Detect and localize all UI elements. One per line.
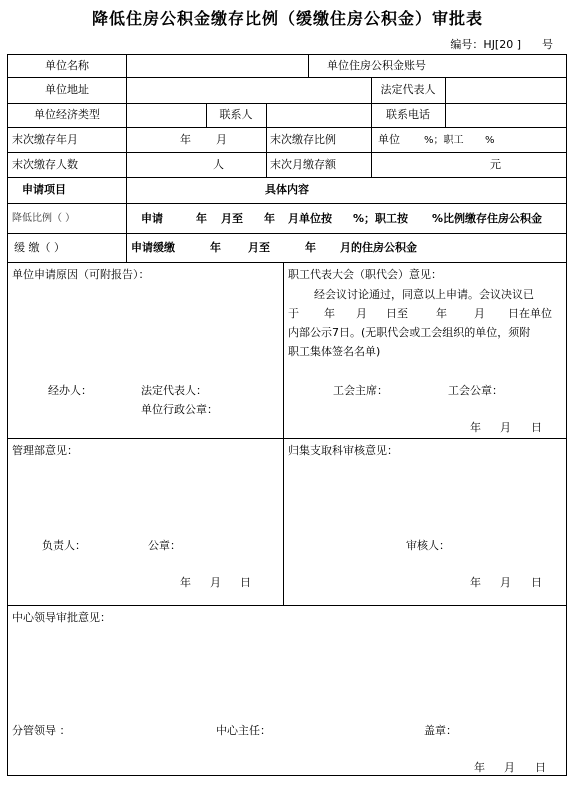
worker-congress-line2-e: 年 — [436, 307, 447, 320]
label-unit-account: 单位住房公积金账号 — [327, 59, 426, 72]
approval-form — [7, 54, 567, 776]
worker-congress-heading: 职工代表大会（职代会）意见： — [288, 268, 442, 281]
center-seal: 盖章： — [424, 724, 457, 737]
collection-date-year: 年 — [470, 576, 481, 589]
management-seal: 公章： — [148, 539, 181, 552]
defer-text-year2: 年 — [305, 241, 316, 254]
label-last-ratio: 末次缴存比例 — [270, 133, 336, 146]
reduce-text-year1: 年 — [196, 212, 207, 225]
defer-text-month1: 月至 — [248, 241, 270, 254]
worker-congress-line2-f: 月 — [474, 307, 485, 320]
label-last-count: 末次缴存人数 — [12, 158, 78, 171]
document-number-label: 编号：HJ[20 ] — [450, 38, 522, 51]
center-date-day: 日 — [535, 761, 546, 774]
worker-congress-chairman: 工会主席： — [333, 384, 388, 397]
worker-congress-line1: 经会议讨论通过，同意以上申请。会议决议已 — [314, 288, 534, 301]
management-heading: 管理部意见： — [12, 444, 78, 457]
management-date-year: 年 — [180, 576, 191, 589]
reduce-text-ratio: %比例缴存住房公积金 — [432, 212, 543, 225]
label-ratio-pct: % — [485, 135, 495, 146]
collection-date-month: 月 — [500, 576, 511, 589]
worker-congress-line2-c: 月 — [356, 307, 367, 320]
label-unit-address: 单位地址 — [45, 83, 89, 96]
worker-congress-date-month: 月 — [500, 421, 511, 434]
management-date-month: 月 — [210, 576, 221, 589]
collection-heading: 归集支取科审核意见： — [288, 444, 398, 457]
label-defer: 缓 缴（ ） — [14, 241, 65, 254]
management-responsible: 负责人： — [42, 539, 86, 552]
worker-congress-seal: 工会公章： — [448, 384, 503, 397]
unit-reason-heading: 单位申请原因（可附报告）： — [12, 268, 150, 281]
worker-congress-line2-b: 年 — [324, 307, 335, 320]
center-leader: 分管领导 ： — [12, 724, 71, 737]
collection-reviewer: 审核人： — [406, 539, 450, 552]
management-date-day: 日 — [240, 576, 251, 589]
document-number-suffix: 号 — [542, 38, 553, 51]
label-yuan: 元 — [490, 158, 501, 171]
unit-reason-seal: 单位行政公章： — [141, 403, 218, 416]
reduce-text-month1: 月至 — [221, 212, 243, 225]
worker-congress-line2-a: 于 — [288, 307, 299, 320]
header-apply-content: 具体内容 — [265, 183, 309, 196]
label-persons: 人 — [213, 158, 224, 171]
label-reduce-ratio: 降低比例（ ） — [12, 213, 76, 224]
label-legal-rep: 法定代表人 — [380, 83, 436, 96]
label-last-month: 末次缴存年月 — [12, 133, 78, 146]
label-ratio-sep: %；职工 — [424, 135, 464, 146]
worker-congress-line3: 内部公示7日。(无职代会或工会组织的单位，须附 — [288, 326, 531, 339]
center-date-year: 年 — [474, 761, 485, 774]
collection-date-day: 日 — [531, 576, 542, 589]
label-month: 月 — [216, 133, 227, 146]
label-contact: 联系人 — [219, 108, 253, 121]
worker-congress-line2-g: 日在单位 — [508, 307, 552, 320]
center-director: 中心主任： — [216, 724, 271, 737]
center-heading: 中心领导审批意见： — [12, 611, 111, 624]
defer-text-year1: 年 — [210, 241, 221, 254]
header-apply-item: 申请项目 — [22, 183, 66, 196]
reduce-text-worker: %；职工按 — [353, 212, 409, 225]
label-last-amount: 末次月缴存额 — [270, 158, 336, 171]
label-ratio-unit: 单位 — [378, 133, 400, 146]
reduce-text-unit: 月单位按 — [288, 212, 332, 225]
document-number — [450, 36, 553, 52]
reduce-text-apply: 申请 — [141, 212, 163, 225]
unit-reason-legal-rep: 法定代表人： — [141, 384, 207, 397]
form-title: 降低住房公积金缴存比例（缓缴住房公积金）审批表 — [91, 9, 483, 28]
worker-congress-date-day: 日 — [531, 421, 542, 434]
worker-congress-date-year: 年 — [470, 421, 481, 434]
defer-text-apply: 申请缓缴 — [131, 241, 175, 254]
label-contact-phone: 联系电话 — [386, 108, 430, 121]
label-year: 年 — [180, 133, 191, 146]
unit-reason-handler: 经办人： — [48, 384, 92, 397]
center-date-month: 月 — [504, 761, 515, 774]
defer-text-month2: 月的住房公积金 — [340, 241, 417, 254]
label-unit-name: 单位名称 — [45, 59, 89, 72]
reduce-text-year2: 年 — [264, 212, 275, 225]
label-econ-type: 单位经济类型 — [34, 108, 100, 121]
worker-congress-line2-d: 日至 — [386, 307, 408, 320]
worker-congress-line4: 职工集体签名名单) — [288, 345, 381, 358]
